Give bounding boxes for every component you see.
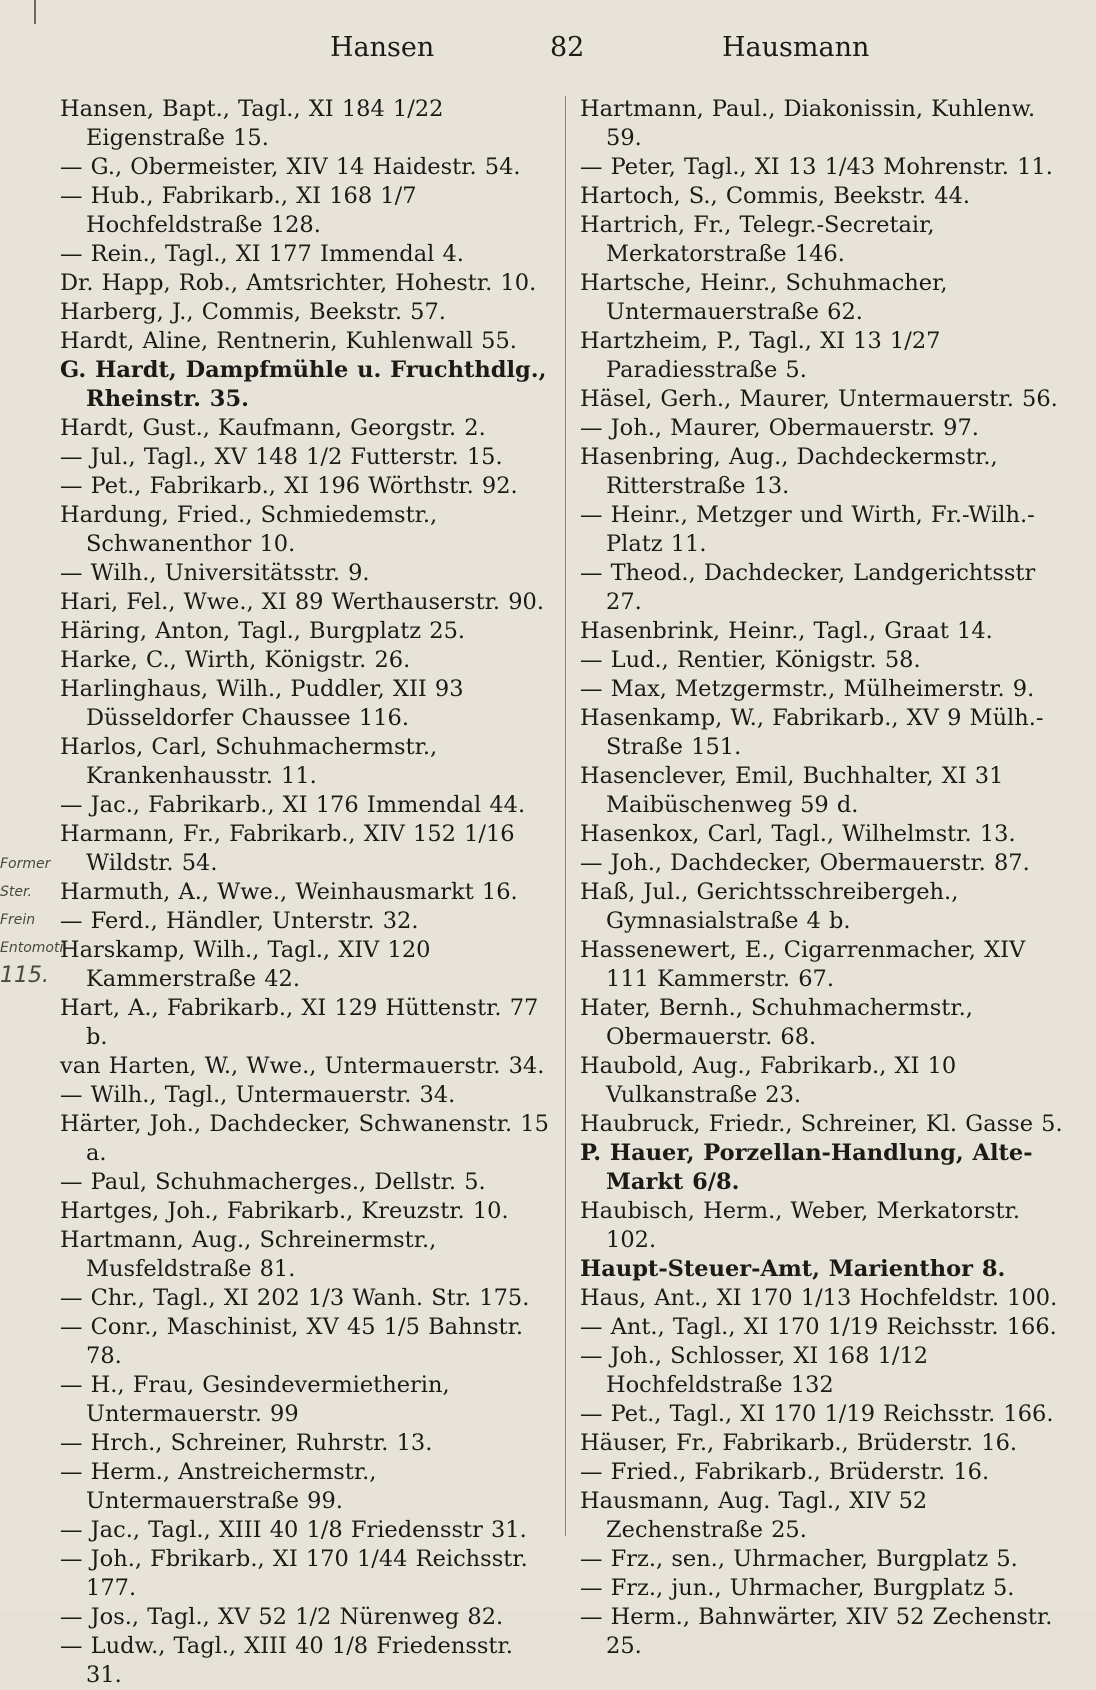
directory-entry: Hartrich, Fr., Telegr.-Secretair, Merkatorstraße 146. bbox=[580, 212, 935, 267]
directory-entry: — Fried., Fabrikarb., Brüderstr. 16. bbox=[580, 1459, 990, 1485]
directory-entry: Hardt, Aline, Rentnerin, Kuhlenwall 55. bbox=[60, 328, 517, 354]
directory-entry: Hasenkamp, W., Fabrikarb., XV 9 Mülh.-Straße 151. bbox=[580, 705, 1044, 760]
right-column bbox=[580, 95, 1076, 1661]
directory-entry: — Pet., Tagl., XI 170 1/19 Reichsstr. 166. bbox=[580, 1401, 1054, 1427]
directory-entry: — Ludw., Tagl., XIII 40 1/8 Friedensstr. 31. bbox=[60, 1633, 513, 1688]
directory-entry: — Ferd., Händler, Unterstr. 32. bbox=[60, 908, 419, 934]
directory-entry: Haus, Ant., XI 170 1/13 Hochfeldstr. 100. bbox=[580, 1285, 1058, 1311]
directory-entry: Härter, Joh., Dachdecker, Schwanenstr. 15 a. bbox=[60, 1111, 549, 1166]
margin-note-line: Frein bbox=[0, 912, 36, 928]
directory-entry: Hart, A., Fabrikarb., XI 129 Hüttenstr. 77 b. bbox=[60, 995, 539, 1050]
directory-entry: Haubruck, Friedr., Schreiner, Kl. Gasse 5. bbox=[580, 1111, 1063, 1137]
page-edge-mark bbox=[34, 0, 36, 24]
directory-entry: Hasenclever, Emil, Buchhalter, XI 31 Maibüschenweg 59 d. bbox=[580, 763, 1004, 818]
directory-entry: Harke, C., Wirth, Königstr. 26. bbox=[60, 647, 411, 673]
directory-entry: — Jac., Fabrikarb., XI 176 Immendal 44. bbox=[60, 792, 526, 818]
directory-entry: Hasenkox, Carl, Tagl., Wilhelmstr. 13. bbox=[580, 821, 1016, 847]
directory-entry: Harmuth, A., Wwe., Weinhausmarkt 16. bbox=[60, 879, 518, 905]
directory-entry: Hardt, Gust., Kaufmann, Georgstr. 2. bbox=[60, 415, 486, 441]
margin-note-line: 115. bbox=[0, 963, 49, 988]
directory-entry: Hartmann, Aug., Schreinermstr., Musfeldstraße 81. bbox=[60, 1227, 437, 1282]
directory-entry: Hartges, Joh., Fabrikarb., Kreuzstr. 10. bbox=[60, 1198, 509, 1224]
directory-entry: Hasenbrink, Heinr., Tagl., Graat 14. bbox=[580, 618, 993, 644]
margin-note-line: Former bbox=[0, 856, 51, 872]
directory-entry: Hansen, Bapt., Tagl., XI 184 1/22 Eigenstraße 15. bbox=[60, 96, 444, 151]
directory-entry-advert: P. Hauer, Porzellan-Handlung, Alte-Markt 6/8. bbox=[580, 1140, 1033, 1195]
directory-entry: — Herm., Anstreichermstr., Untermauerstraße 99. bbox=[60, 1459, 377, 1514]
directory-entry: — Jul., Tagl., XV 148 1/2 Futterstr. 15. bbox=[60, 444, 503, 470]
directory-entry: — Conr., Maschinist, XV 45 1/5 Bahnstr. 78. bbox=[60, 1314, 524, 1369]
directory-entry: Harberg, J., Commis, Beekstr. 57. bbox=[60, 299, 446, 325]
directory-entry: Harmann, Fr., Fabrikarb., XIV 152 1/16 Wildstr. 54. bbox=[60, 821, 515, 876]
directory-entry: — Lud., Rentier, Königstr. 58. bbox=[580, 647, 921, 673]
directory-entry: Hartoch, S., Commis, Beekstr. 44. bbox=[580, 183, 971, 209]
directory-entry: Hari, Fel., Wwe., XI 89 Werthauserstr. 90. bbox=[60, 589, 545, 615]
directory-entry: — Joh., Schlosser, XI 168 1/12 Hochfeldstraße 132 bbox=[580, 1343, 929, 1398]
directory-entry: Haubisch, Herm., Weber, Merkatorstr. 102. bbox=[580, 1198, 1020, 1253]
directory-entry: — G., Obermeister, XIV 14 Haidestr. 54. bbox=[60, 154, 521, 180]
directory-entry: Hartsche, Heinr., Schuhmacher, Untermauerstraße 62. bbox=[580, 270, 948, 325]
directory-entry: Harlinghaus, Wilh., Puddler, XII 93 Düsseldorfer Chaussee 116. bbox=[60, 676, 464, 731]
directory-entry: Hasenbring, Aug., Dachdeckermstr., Ritterstraße 13. bbox=[580, 444, 998, 499]
directory-entry: — Heinr., Metzger und Wirth, Fr.-Wilh.-Platz 11. bbox=[580, 502, 1035, 557]
directory-entry: — Jos., Tagl., XV 52 1/2 Nürenweg 82. bbox=[60, 1604, 504, 1630]
directory-entry: — H., Frau, Gesindevermietherin, Untermauerstr. 99 bbox=[60, 1372, 450, 1427]
directory-entry: — Hrch., Schreiner, Ruhrstr. 13. bbox=[60, 1430, 433, 1456]
directory-entry: Hassenewert, E., Cigarrenmacher, XIV 111 Kammerstr. 67. bbox=[580, 937, 1026, 992]
directory-entry: Haß, Jul., Gerichtsschreibergeh., Gymnasialstraße 4 b. bbox=[580, 879, 959, 934]
header-right-keyword: Hausmann bbox=[722, 32, 870, 63]
directory-entry: — Wilh., Tagl., Untermauerstr. 34. bbox=[60, 1082, 456, 1108]
directory-entry: Hardung, Fried., Schmiedemstr., Schwanenthor 10. bbox=[60, 502, 438, 557]
page-header bbox=[0, 26, 1096, 66]
directory-entry: Häring, Anton, Tagl., Burgplatz 25. bbox=[60, 618, 466, 644]
directory-entry: Harskamp, Wilh., Tagl., XIV 120 Kammerstraße 42. bbox=[60, 937, 431, 992]
directory-entry: — Rein., Tagl., XI 177 Immendal 4. bbox=[60, 241, 464, 267]
directory-entry: — Max, Metzgermstr., Mülheimerstr. 9. bbox=[580, 676, 1035, 702]
directory-entry: — Ant., Tagl., XI 170 1/19 Reichsstr. 166. bbox=[580, 1314, 1057, 1340]
margin-note-line: Entomoti bbox=[0, 940, 64, 956]
directory-entry: Häuser, Fr., Fabrikarb., Brüderstr. 16. bbox=[580, 1430, 1018, 1456]
directory-entry: — Joh., Maurer, Obermauerstr. 97. bbox=[580, 415, 979, 441]
directory-entry: — Peter, Tagl., XI 13 1/43 Mohrenstr. 11. bbox=[580, 154, 1053, 180]
directory-entry: — Joh., Fbrikarb., XI 170 1/44 Reichsstr. 177. bbox=[60, 1546, 528, 1601]
directory-entry: Hater, Bernh., Schuhmachermstr., Obermauerstr. 68. bbox=[580, 995, 973, 1050]
directory-entry: van Harten, W., Wwe., Untermauerstr. 34. bbox=[60, 1053, 545, 1079]
directory-entry: Dr. Happ, Rob., Amtsrichter, Hohestr. 10. bbox=[60, 270, 537, 296]
page-number: 82 bbox=[550, 32, 585, 63]
directory-entry: — Theod., Dachdecker, Landgerichtsstr 27. bbox=[580, 560, 1036, 615]
directory-entry: — Pet., Fabrikarb., XI 196 Wörthstr. 92. bbox=[60, 473, 518, 499]
header-left-keyword: Hansen bbox=[330, 32, 435, 63]
directory-entry: — Hub., Fabrikarb., XI 168 1/7 Hochfeldstraße 128. bbox=[60, 183, 417, 238]
directory-entry: — Frz., jun., Uhrmacher, Burgplatz 5. bbox=[580, 1575, 1015, 1601]
directory-entry-advert: Haupt-Steuer-Amt, Marienthor 8. bbox=[580, 1256, 1006, 1282]
column-divider bbox=[565, 96, 566, 1536]
directory-entry: Harlos, Carl, Schuhmachermstr., Krankenhausstr. 11. bbox=[60, 734, 438, 789]
directory-entry: — Paul, Schuhmacherges., Dellstr. 5. bbox=[60, 1169, 486, 1195]
directory-entry: Hartzheim, P., Tagl., XI 13 1/27 Paradiesstraße 5. bbox=[580, 328, 941, 383]
left-column bbox=[60, 95, 556, 1690]
directory-entry: Häsel, Gerh., Maurer, Untermauerstr. 56. bbox=[580, 386, 1058, 412]
directory-entry: Haubold, Aug., Fabrikarb., XI 10 Vulkanstraße 23. bbox=[580, 1053, 957, 1108]
directory-entry: — Wilh., Universitätsstr. 9. bbox=[60, 560, 370, 586]
directory-entry-advert: G. Hardt, Dampfmühle u. Fruchthdlg., Rheinstr. 35. bbox=[60, 357, 547, 412]
directory-entry: — Frz., sen., Uhrmacher, Burgplatz 5. bbox=[580, 1546, 1018, 1572]
directory-entry: — Jac., Tagl., XIII 40 1/8 Friedensstr 31. bbox=[60, 1517, 527, 1543]
directory-entry: Hausmann, Aug. Tagl., XIV 52 Zechenstraße 25. bbox=[580, 1488, 928, 1543]
directory-entry: — Herm., Bahnwärter, XIV 52 Zechenstr. 25. bbox=[580, 1604, 1053, 1659]
directory-entry: — Chr., Tagl., XI 202 1/3 Wanh. Str. 175. bbox=[60, 1285, 530, 1311]
directory-entry: Hartmann, Paul., Diakonissin, Kuhlenw. 59. bbox=[580, 96, 1036, 151]
directory-entry: — Joh., Dachdecker, Obermauerstr. 87. bbox=[580, 850, 1030, 876]
margin-note-line: Ster. bbox=[0, 884, 32, 900]
